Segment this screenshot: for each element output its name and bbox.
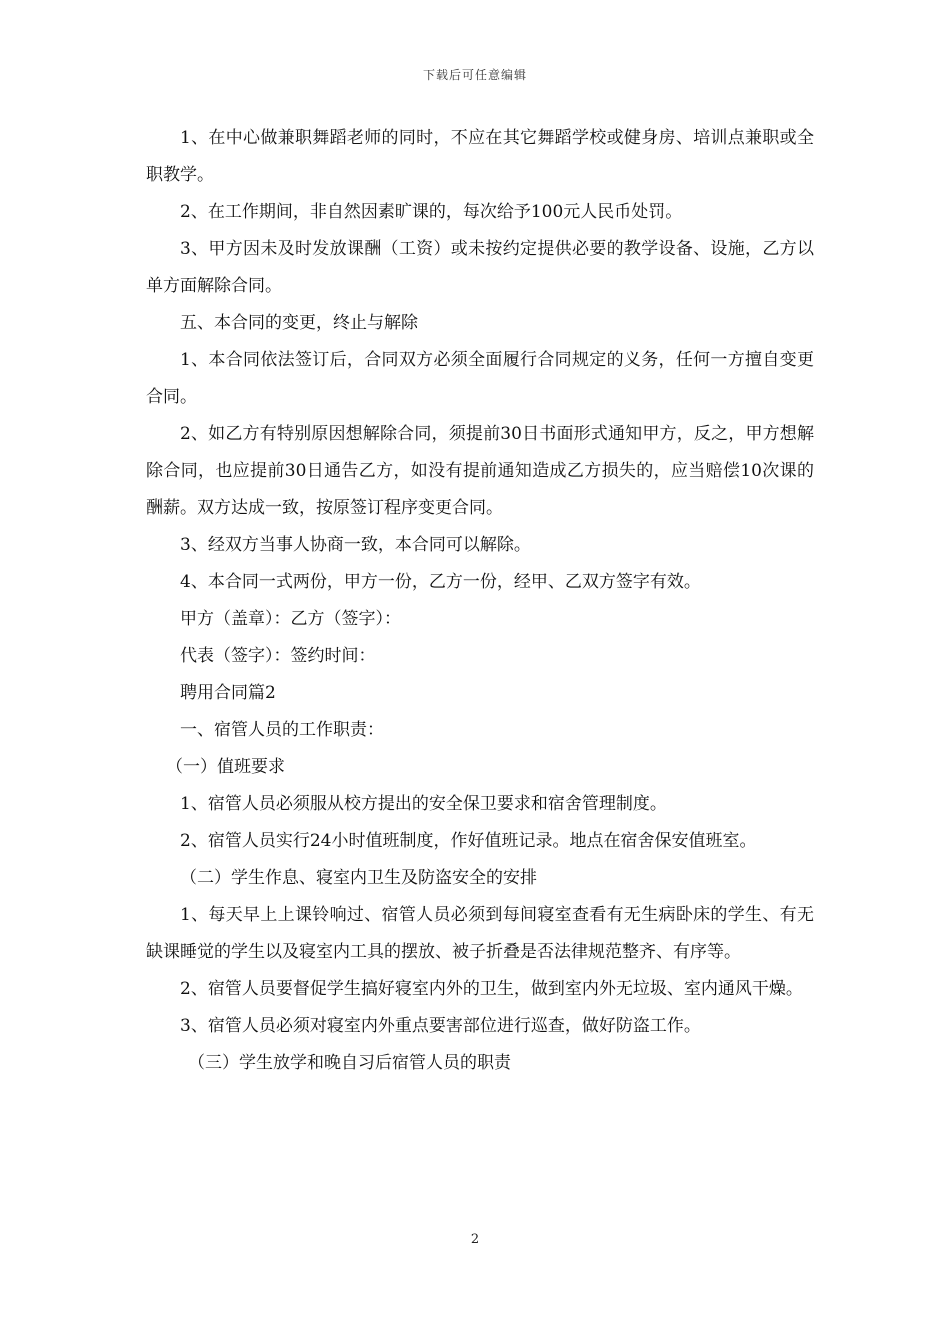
subsection-heading: （三）学生放学和晚自习后宿管人员的职责 xyxy=(188,1053,511,1073)
paragraph: 1、宿管人员必须服从校方提出的安全保卫要求和宿舍管理制度。 xyxy=(180,794,667,814)
paragraph: 4、本合同一式两份，甲方一份，乙方一份，经甲、乙双方签字有效。 xyxy=(180,572,701,592)
subsection-heading: （二）学生作息、寝室内卫生及防盗安全的安排 xyxy=(180,868,537,888)
paragraph: 1、每天早上上课铃响过、宿管人员必须到每间寝室查看有无生病卧床的学生、有无缺课睡觉的学生以及寝室内工具的摆放、被子折叠是否法律规范整齐、有序等。 xyxy=(146,905,814,962)
subsection-heading: （一）值班要求 xyxy=(166,757,285,777)
section-heading: 五、本合同的变更，终止与解除 xyxy=(180,313,418,333)
signature-line-party: 甲方（盖章）：乙方（签字）： xyxy=(180,609,401,629)
paragraph: 1、本合同依法签订后，合同双方必须全面履行合同规定的义务，任何一方擅自变更合同。 xyxy=(146,350,814,407)
paragraph: 2、如乙方有特别原因想解除合同，须提前30日书面形式通知甲方，反之，甲方想解除合同，也应提前30日通告乙方，如没有提前通知造成乙方损失的，应当赔偿10次课的酬薪。双方达成一致，按原签订程序变更合同。 xyxy=(146,424,814,518)
page-header: 下载后可任意编辑 xyxy=(422,68,527,82)
paragraph: 1、在中心做兼职舞蹈老师的同时，不应在其它舞蹈学校或健身房、培训点兼职或全职教学。 xyxy=(146,128,814,185)
document-section-title: 聘用合同篇2 xyxy=(180,683,276,703)
paragraph: 3、宿管人员必须对寝室内外重点要害部位进行巡查，做好防盗工作。 xyxy=(180,1016,701,1036)
signature-line-representative: 代表（签字）：签约时间： xyxy=(180,646,376,666)
paragraph: 3、甲方因未及时发放课酬（工资）或未按约定提供必要的教学设备、设施，乙方以单方面解除合同。 xyxy=(146,239,814,296)
paragraph: 2、宿管人员要督促学生搞好寝室内外的卫生，做到室内外无垃圾、室内通风干燥。 xyxy=(180,979,803,999)
section-heading: 一、宿管人员的工作职责： xyxy=(180,720,384,740)
page-number: 2 xyxy=(470,1232,480,1247)
paragraph: 2、宿管人员实行24小时值班制度，作好值班记录。地点在宿舍保安值班室。 xyxy=(180,831,757,851)
paragraph: 2、在工作期间，非自然因素旷课的，每次给予100元人民币处罚。 xyxy=(180,202,683,222)
paragraph: 3、经双方当事人协商一致，本合同可以解除。 xyxy=(180,535,531,555)
document-body xyxy=(146,120,814,1082)
